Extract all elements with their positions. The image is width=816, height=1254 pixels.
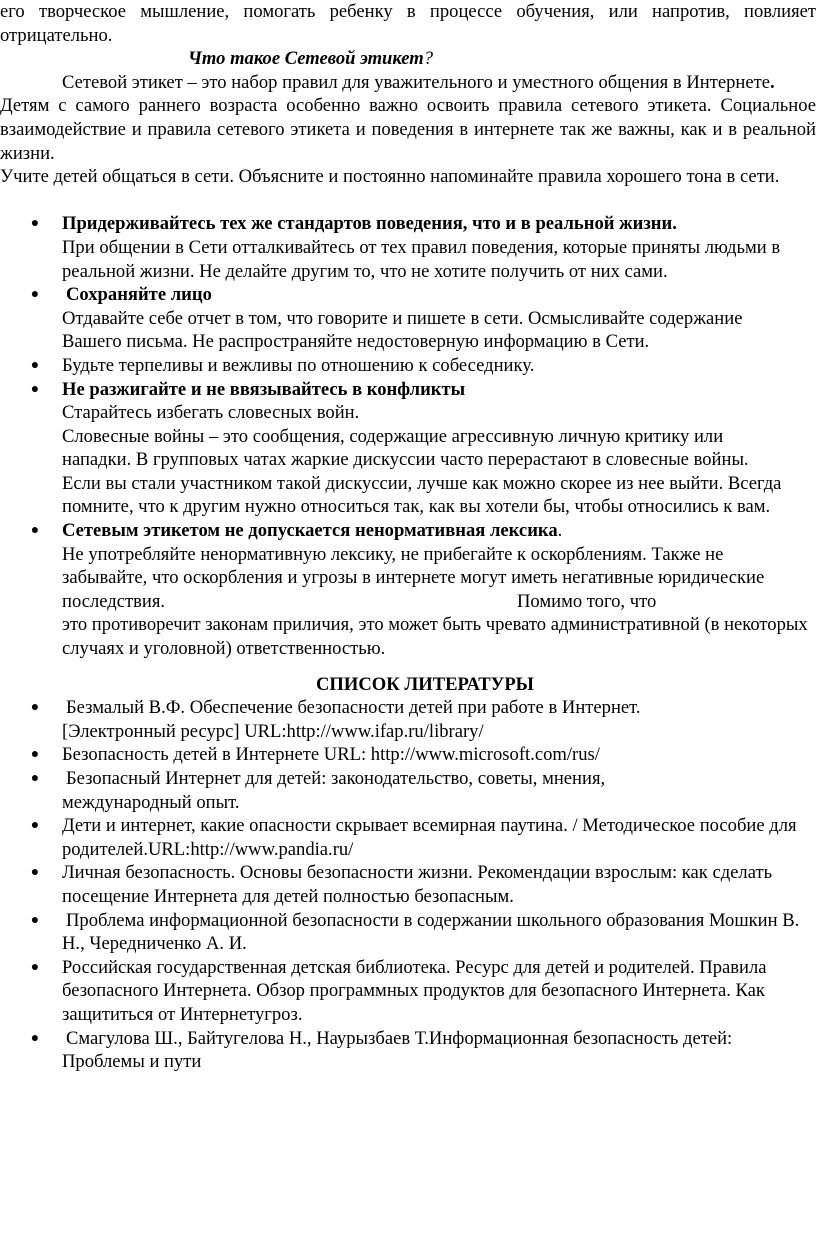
literature-text: Дети и интернет, какие опасности скрывает всемирная паутина. / Методическое пособие для родителей.URL:http://www.pandia.ru/ — [62, 815, 797, 860]
literature-text: Личная безопасность. Основы безопасности жизни. Рекомендации взрослым: как сделать посещение Интернета для детей полностью безопасным. — [62, 862, 773, 907]
literature-item — [0, 909, 816, 956]
rule-body: Не употребляйте ненормативную лексику, не прибегайте к оскорблениям. Также не забывайте, что оскорбления и угрозы в интернете могут иметь негативные юридические — [62, 543, 765, 589]
rule-body: Старайтесь избегать словесных войн. — [62, 402, 360, 424]
paragraph-children: Детям с самого раннего возраста особенно важно освоить правила сетевого этикета. Социальное взаимодействие и правила сетевого этикета и поведения в интернете так же важны, как и в реальной жизни. — [0, 95, 816, 164]
rule-body: это противоречит законам приличия, это может быть чревато административной (в некоторых случаях и уголовной) ответственностью. — [62, 614, 808, 660]
rule-body: Будьте терпеливы и вежливы по отношению к собеседнику. — [62, 354, 535, 376]
bullet-icon: ● — [30, 818, 40, 834]
spacer — [0, 189, 816, 213]
rule-item — [0, 212, 816, 283]
rule-title: Не разжигайте и не ввязывайтесь в конфликты — [62, 378, 466, 400]
literature-item — [0, 861, 816, 908]
rule-item — [0, 354, 816, 378]
rule-body: Словесные войны – это сообщения, содержащие агрессивную личную критику или нападки. В групповых чатах жаркие дискуссии часто перерастают в словесные войны. Если вы стали участником такой дискуссии, лучше как можно скорее из нее выйти. Всегда помните, что к другим нужно относиться так, как вы хотели бы, чтобы относились к вам. — [62, 425, 782, 518]
bullet-icon: ● — [30, 912, 40, 928]
bullet-icon: ● — [30, 1030, 40, 1046]
rule-title-end: . — [557, 520, 563, 542]
literature-item — [0, 767, 816, 814]
bullet-icon: ● — [30, 287, 40, 303]
literature-item — [0, 1027, 816, 1074]
rule-title-line — [62, 519, 812, 543]
rule-body-left: последствия. — [62, 590, 166, 612]
bullet-icon: ● — [30, 216, 40, 232]
literature-text: Безмалый В.Ф. Обеспечение безопасности детей при работе в Интернет.[Электронный ресурс] URL:http://www.ifap.ru/library/ — [62, 697, 641, 742]
definition-end: . — [769, 71, 775, 93]
bullet-icon: ● — [30, 771, 40, 786]
rule-title: Сохраняйте лицо — [66, 284, 212, 306]
literature-title: СПИСОК ЛИТЕРАТУРЫ — [316, 673, 534, 695]
bullet-icon: ● — [30, 747, 40, 763]
rule-title: Сетевым этикетом не допускается ненормативная лексика — [62, 520, 558, 542]
bullet-icon: ● — [30, 700, 40, 716]
bullet-icon: ● — [30, 381, 40, 397]
rule-body: При общении в Сети отталкивайтесь от тех правил поведения, которые приняты людьми в реальной жизни. Не делайте другим то, что не хотите получить от них сами. — [62, 236, 781, 282]
rules-list — [0, 212, 816, 660]
literature-item — [0, 956, 816, 1027]
literature-text: Проблема информационной безопасности в содержании школьного образования Мошкин В. Н., Чередниченко А. И. — [62, 909, 800, 955]
rule-item — [0, 519, 816, 661]
paragraph-teach: Учите детей общаться в сети. Объясните и постоянно напоминайте правила хорошего тона в сети. — [0, 166, 780, 188]
literature-item — [0, 814, 816, 861]
literature-text: Безопасный Интернет для детей: законодательство, советы, мнения, международный опыт. — [62, 768, 606, 813]
rule-item — [0, 283, 816, 354]
bullet-icon: ● — [30, 357, 40, 373]
bullet-icon: ● — [30, 865, 40, 881]
definition-text: Сетевой этикет – это набор правил для уважительного и уместного общения в Интернете — [62, 71, 770, 93]
literature-text: Смагулова Ш., Байтугелова Н., Наурызбаев Т.Информационная безопасность детей: Проблемы и пути — [62, 1027, 733, 1073]
literature-item — [0, 696, 816, 743]
bullet-icon: ● — [30, 959, 40, 975]
rule-title: Придерживайтесь тех же стандартов поведения, что и в реальной жизни. — [62, 213, 677, 235]
section-heading-text: Что такое Сетевой этикет — [188, 48, 424, 70]
literature-text: Российская государственная детская библиотека. Ресурс для детей и родителей. Правила безопасного Интернета. Обзор программных продуктов для безопасного Интернета. Как защититься от Интернетугроз. — [62, 956, 767, 1025]
rule-body-split — [62, 590, 812, 614]
intro-paragraph: его творческое мышление, помогать ребенку в процессе обучения, или напротив, повлияет отрицательно. — [0, 1, 816, 46]
rule-body-right: Помимо того, что — [517, 590, 657, 612]
literature-item — [0, 743, 816, 767]
rule-item — [0, 378, 816, 520]
literature-text: Безопасность детей в Интернете URL: http://www.microsoft.com/rus/ — [62, 744, 600, 766]
rule-body: Отдавайте себе отчет в том, что говорите и пишете в сети. Осмысливайте содержание Вашего письма. Не распространяйте недостоверную информацию в Сети. — [62, 307, 743, 353]
bullet-icon: ● — [30, 523, 40, 539]
definition-paragraph — [0, 71, 816, 95]
section-heading — [0, 47, 816, 71]
literature-list — [0, 696, 816, 1074]
section-heading-punct: ? — [423, 48, 434, 70]
